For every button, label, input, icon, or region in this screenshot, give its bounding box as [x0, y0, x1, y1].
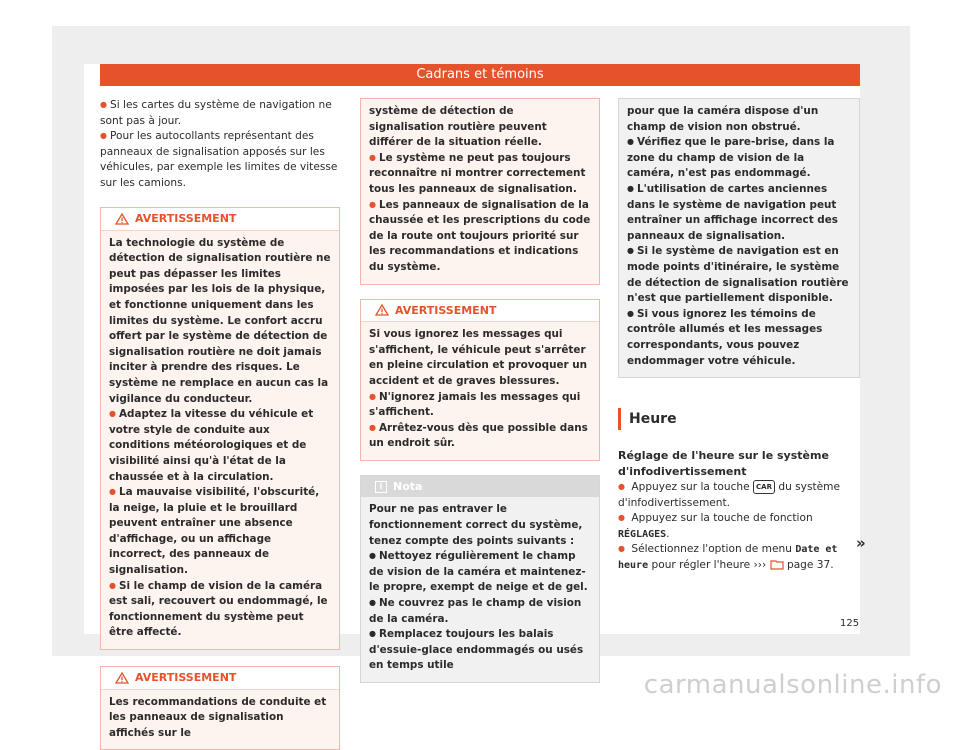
note-box	[360, 475, 600, 683]
note-bullet: ● Vérifiez que le pare-brise, dans la zone du champ de vision de la caméra, n'est pas endommagé.	[627, 135, 851, 182]
step-1	[618, 480, 860, 511]
warning-bullet: ● La mauvaise visibilité, l'obscurité, la neige, la pluie et le brouillard peuvent entraîner une absence d'affichage, ou un affichage incorrect, des panneaux de signalisation.	[109, 485, 331, 579]
step-text: Appuyez sur la touche	[631, 481, 750, 494]
page-reference-icon	[770, 559, 784, 570]
step-text: Sélectionnez l'option de menu	[631, 543, 792, 556]
warning-bullet: ● Arrêtez-vous dès que possible dans un endroit sûr.	[369, 421, 591, 452]
note-bullet: ● Si le système de navigation est en mode points d'itinéraire, le système de détection de signalisation routière n'est que partiellement disponible.	[627, 244, 851, 306]
function-key: RÉGLAGES	[618, 528, 667, 540]
note-bullet: ● Nettoyez régulièrement le champ de vision de la caméra et maintenez-le propre, exempt de neige et de gel.	[369, 549, 591, 596]
intro-bullet: ● Pour les autocollants représentant des panneaux de signalisation apposés sur les véhicules, par exemple les limites de vitesse sur les camions.	[100, 129, 340, 191]
note-header	[361, 476, 599, 498]
warning-header	[101, 208, 339, 231]
step-text: Appuyez sur la touche de fonction	[631, 512, 813, 525]
subheading: Réglage de l'heure sur le système d'infodivertissement	[618, 449, 829, 479]
note-box-continued	[618, 98, 860, 378]
note-bullet: ● Remplacez toujours les balais d'essuie-glace endommagés ou usés en temps utile	[369, 627, 591, 674]
page-reference-link[interactable]: page 37.	[786, 558, 834, 571]
warning-box	[100, 666, 340, 750]
info-icon: i	[375, 481, 387, 493]
warning-triangle-icon	[115, 213, 129, 225]
note-bullet: ● Si vous ignorez les témoins de contrôle allumés et les messages correspondants, vous pouvez endommager votre véhicule.	[627, 307, 851, 369]
warning-triangle-icon	[375, 304, 389, 316]
warning-box	[360, 299, 600, 461]
menu-option: Date et heure	[618, 544, 838, 571]
watermark: carmanualsonline.info	[643, 670, 942, 700]
warning-triangle-icon	[115, 672, 129, 684]
warning-text: Les recommandations de conduite et les panneaux de signalisation affichés sur le	[109, 695, 327, 739]
warning-box	[100, 207, 340, 650]
step-text: .	[666, 527, 670, 540]
step-text: pour régler l'heure	[651, 558, 751, 571]
warning-text: La technologie du système de détection de signalisation routière ne peut pas dépasser les limites imposées par les lois de la physique, et fonctionne uniquement dans les limites du système. Le confort accru offert par le système de détection de signalisation routière ne doit jamais inciter à prendre des risques. Le système ne remplace en aucun cas la vigilance du conducteur.	[109, 236, 331, 405]
step-3	[618, 542, 860, 573]
warning-label: AVERTISSEMENT	[135, 671, 237, 685]
note-label: Nota	[393, 479, 423, 493]
intro-bullet: ● Si les cartes du système de navigation ne sont pas à jour.	[100, 98, 340, 129]
car-key-icon: CAR	[753, 480, 775, 494]
warning-text: Si vous ignorez les messages qui s'affichent, le véhicule peut s'arrêter en pleine circulation et provoquer un accident et de graves blessures.	[369, 328, 588, 387]
warning-bullet: ● Adaptez la vitesse du véhicule et votre style de conduite aux conditions météorologiques et de visibilité ainsi qu'à l'état de la chaussée et à la circulation.	[109, 407, 331, 485]
warning-box-continued	[360, 98, 600, 285]
chapter-header: Cadrans et témoins	[100, 64, 860, 86]
column-1	[100, 98, 340, 750]
warning-text: système de détection de signalisation routière peuvent différer de la situation réelle.	[369, 105, 547, 149]
section-title: Heure	[618, 408, 860, 430]
warning-header	[361, 300, 599, 323]
step-2	[618, 511, 860, 542]
warning-bullet: ● N'ignorez jamais les messages qui s'affichent.	[369, 390, 591, 421]
note-text: pour que la caméra dispose d'un champ de vision non obstrué.	[627, 105, 819, 133]
note-bullet: ● L'utilisation de cartes anciennes dans le système de navigation peut entraîner un affichage incorrect des panneaux de signalisation.	[627, 182, 851, 244]
note-text: Pour ne pas entraver le fonctionnement correct du système, tenez compte des points suivants :	[369, 503, 583, 547]
step-text: du système d'infodivertissement.	[618, 481, 840, 509]
column-3	[618, 98, 860, 573]
warning-bullet: ● Le système ne peut pas toujours reconnaître ni montrer correctement tous les panneaux de signalisation.	[369, 151, 591, 198]
column-2	[360, 98, 600, 683]
reference-arrows: ›››	[753, 558, 767, 571]
warning-label: AVERTISSEMENT	[395, 303, 497, 317]
page-number: 125	[840, 618, 860, 629]
note-bullet: ● Ne couvrez pas le champ de vision de la caméra.	[369, 596, 591, 627]
warning-header	[101, 667, 339, 690]
continue-mark: »	[856, 534, 866, 552]
warning-label: AVERTISSEMENT	[135, 212, 237, 225]
warning-bullet: ● Si le champ de vision de la caméra est sali, recouvert ou endommagé, le fonctionnement du système peut être affecté.	[109, 579, 331, 641]
warning-bullet: ● Les panneaux de signalisation de la chaussée et les prescriptions du code de la route ont toujours priorité sur les recommandations et indications du système.	[369, 198, 591, 276]
